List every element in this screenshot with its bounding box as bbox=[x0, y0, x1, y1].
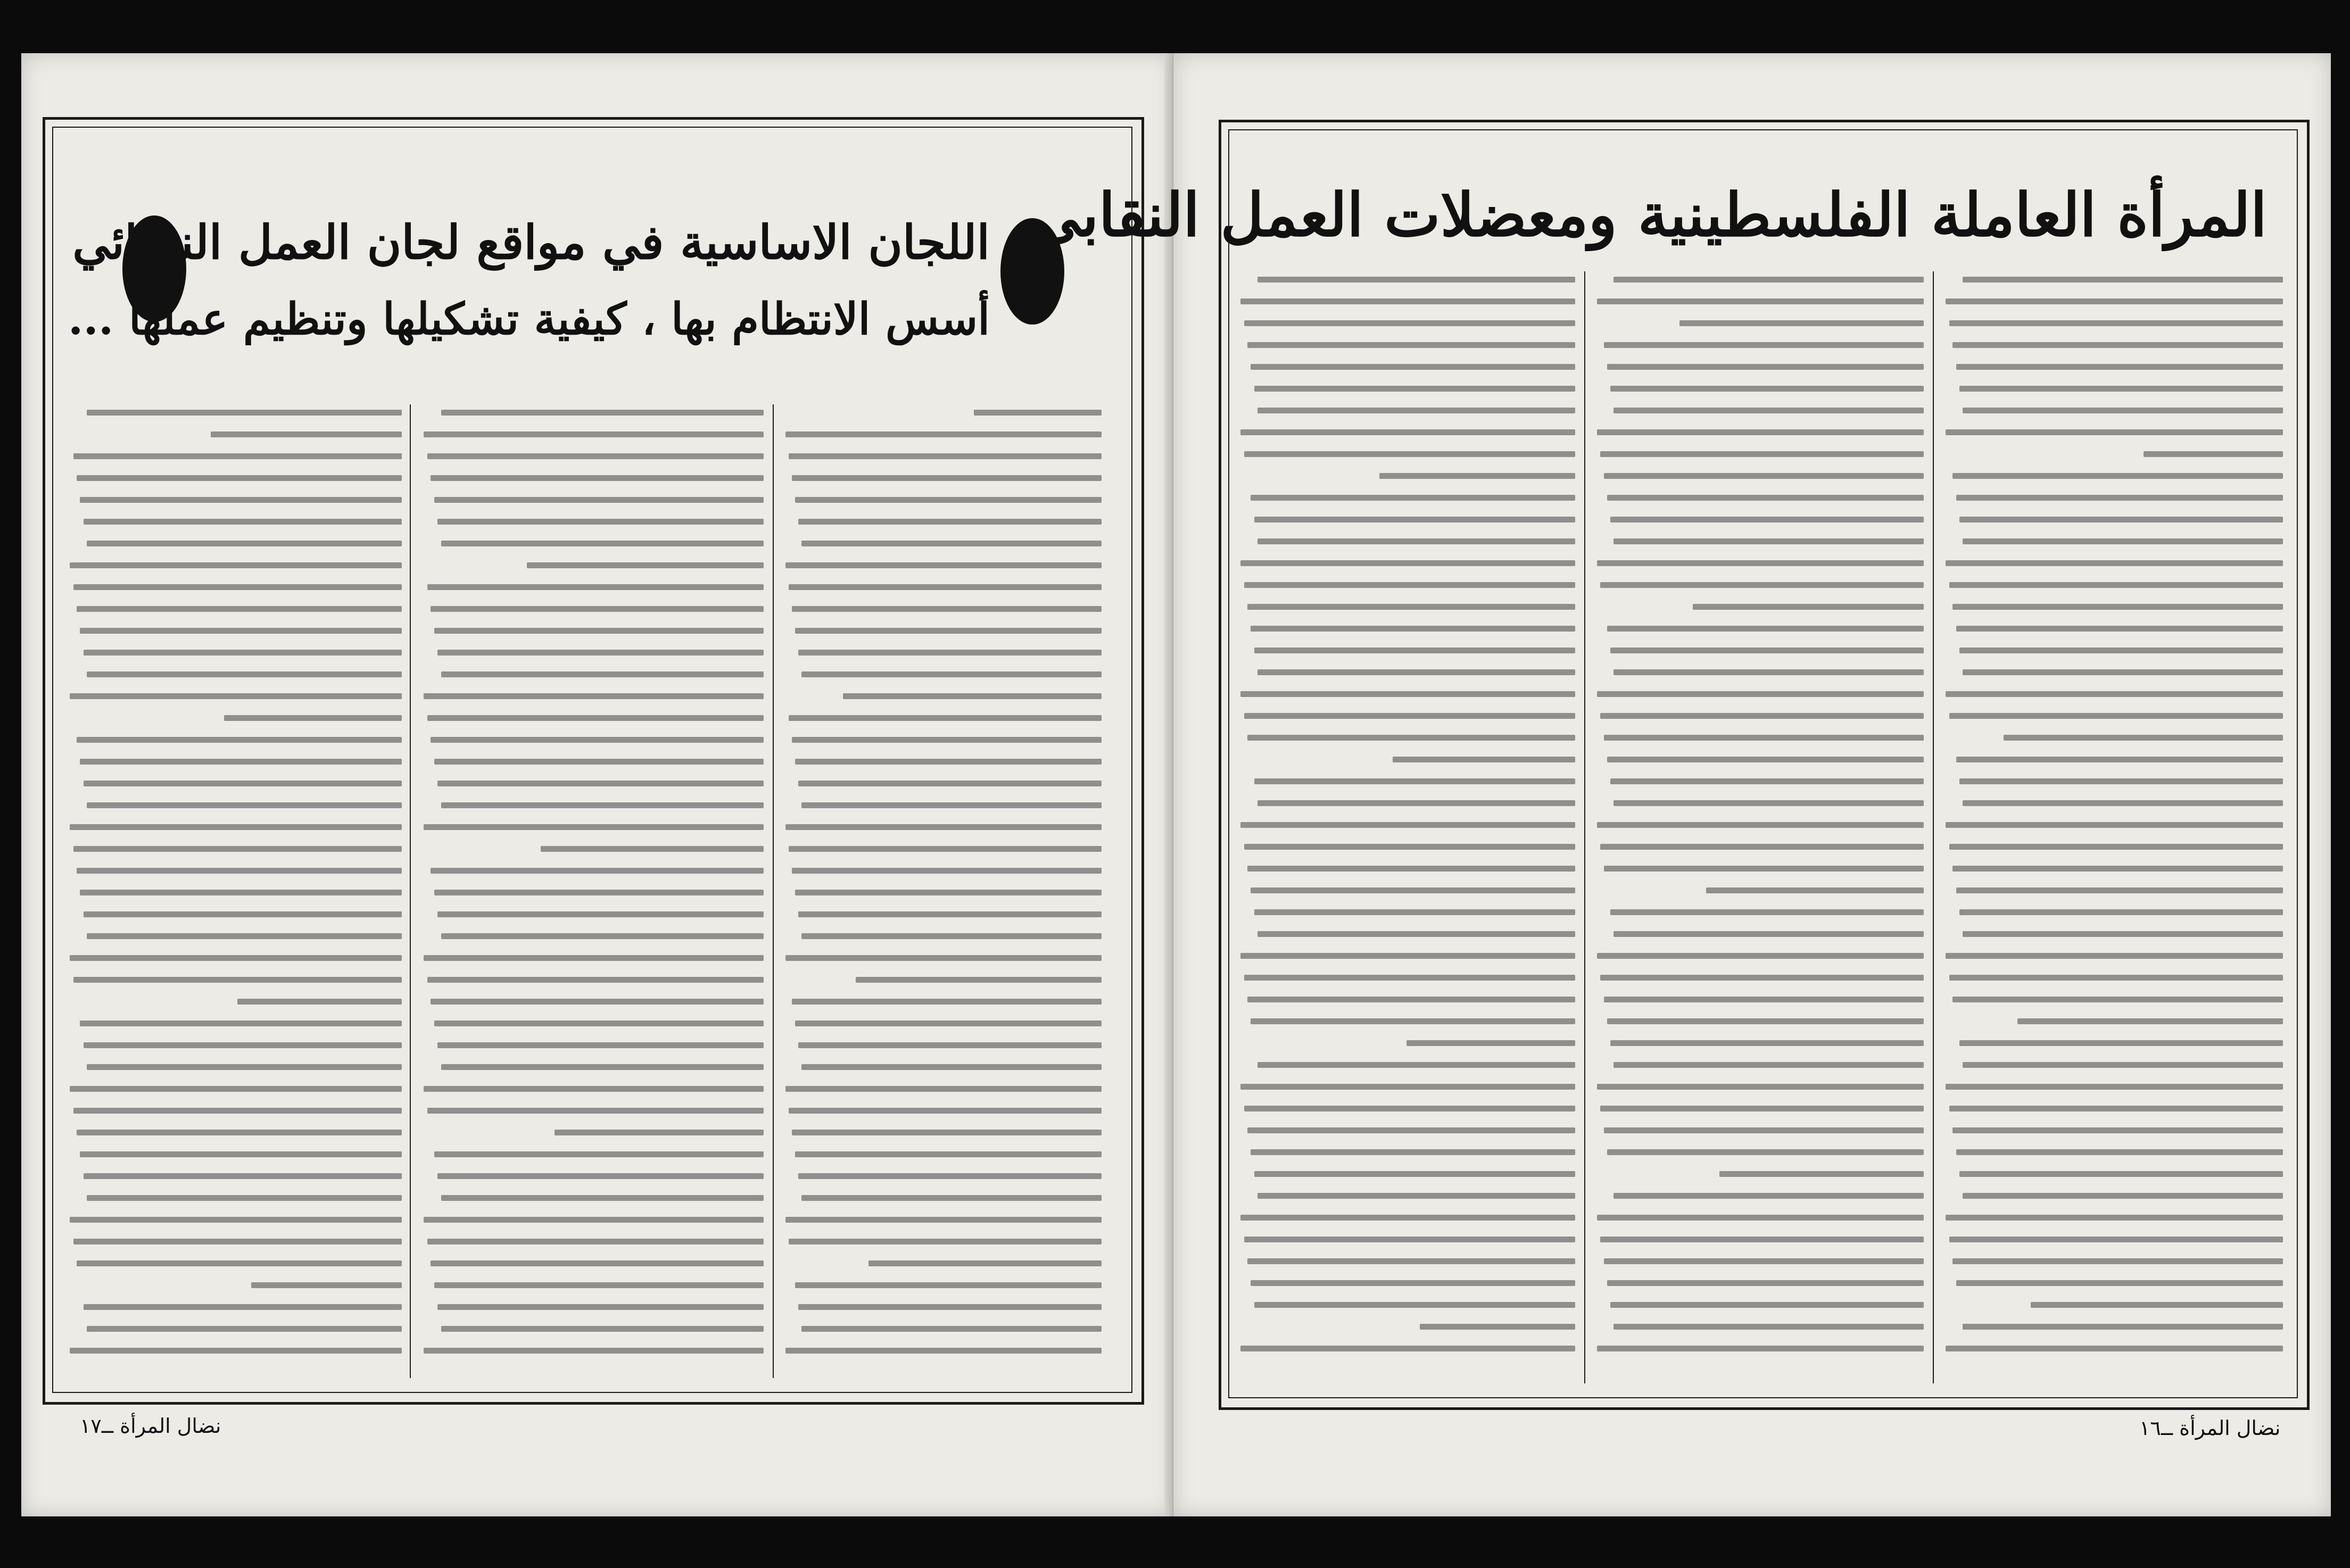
text-line bbox=[801, 671, 1102, 677]
text-line bbox=[427, 584, 764, 590]
text-line bbox=[2144, 451, 2283, 457]
text-line bbox=[1254, 386, 1575, 392]
text-line bbox=[1600, 582, 1924, 588]
text-line bbox=[785, 562, 1102, 568]
text-line bbox=[441, 1064, 764, 1070]
text-line bbox=[798, 650, 1102, 656]
text-line bbox=[1607, 364, 1924, 370]
text-line bbox=[1257, 538, 1575, 544]
text-line bbox=[437, 911, 764, 917]
text-line bbox=[792, 606, 1102, 612]
text-line bbox=[437, 1042, 764, 1048]
text-line bbox=[1610, 517, 1924, 522]
text-line bbox=[70, 562, 402, 568]
text-line bbox=[1244, 582, 1575, 588]
text-line bbox=[431, 737, 764, 743]
text-line bbox=[77, 737, 402, 743]
text-line bbox=[1610, 1040, 1924, 1046]
text-line bbox=[1244, 451, 1575, 457]
text-line bbox=[424, 955, 764, 961]
text-line bbox=[1963, 1062, 2283, 1068]
text-line bbox=[1597, 298, 1924, 304]
text-line bbox=[785, 432, 1102, 437]
text-line bbox=[798, 1042, 1102, 1048]
text-line bbox=[437, 1173, 764, 1179]
text-line bbox=[424, 693, 764, 699]
text-line bbox=[1946, 822, 2283, 828]
text-line bbox=[441, 541, 764, 546]
text-line bbox=[77, 868, 402, 874]
text-line bbox=[1706, 887, 1924, 893]
text-line bbox=[1247, 997, 1575, 1002]
text-line bbox=[798, 1304, 1102, 1310]
text-line bbox=[431, 606, 764, 612]
text-line bbox=[1949, 1237, 2283, 1242]
text-line bbox=[434, 1151, 764, 1157]
text-line bbox=[1952, 604, 2283, 610]
text-line bbox=[1949, 975, 2283, 981]
text-line bbox=[1604, 342, 1924, 348]
text-line bbox=[1613, 1324, 1924, 1330]
text-line bbox=[1244, 1237, 1575, 1242]
text-line bbox=[1952, 1127, 2283, 1133]
text-line bbox=[1604, 1258, 1924, 1264]
text-line bbox=[87, 1326, 402, 1332]
text-line bbox=[1254, 517, 1575, 522]
text-line bbox=[2031, 1302, 2283, 1308]
text-line bbox=[427, 453, 764, 459]
text-line bbox=[80, 1151, 402, 1157]
text-line bbox=[1959, 1171, 2283, 1177]
text-line bbox=[792, 1130, 1102, 1135]
text-line bbox=[1247, 604, 1575, 610]
text-line bbox=[1613, 1193, 1924, 1199]
text-line bbox=[87, 1064, 402, 1070]
text-line bbox=[441, 933, 764, 939]
text-line bbox=[1244, 844, 1575, 850]
text-line bbox=[441, 671, 764, 677]
right-column-left bbox=[1237, 277, 1575, 1389]
right-page-folio: نضال المرأة ــ١٦ bbox=[2139, 1416, 2281, 1440]
text-line bbox=[1959, 517, 2283, 522]
text-line bbox=[1956, 1280, 2283, 1286]
text-line bbox=[80, 497, 402, 503]
text-line bbox=[1251, 495, 1575, 501]
text-line bbox=[1604, 473, 1924, 479]
text-line bbox=[84, 1304, 402, 1310]
text-line bbox=[1240, 1215, 1575, 1221]
text-line bbox=[1963, 1193, 2283, 1199]
text-line bbox=[1610, 386, 1924, 392]
text-line bbox=[801, 933, 1102, 939]
text-line bbox=[437, 781, 764, 786]
text-line bbox=[73, 977, 402, 983]
text-line bbox=[80, 759, 402, 765]
text-line bbox=[434, 759, 764, 765]
text-line bbox=[1952, 997, 2283, 1002]
text-line bbox=[1949, 320, 2283, 326]
text-line bbox=[1956, 887, 2283, 893]
left-headline-line2: أسس الانتظام بها ، كيفية تشكيلها وتنظيم عملها ... bbox=[68, 294, 990, 345]
text-line bbox=[789, 584, 1102, 590]
text-line bbox=[2017, 1018, 2283, 1024]
text-line bbox=[555, 1130, 764, 1135]
text-line bbox=[84, 1042, 402, 1048]
text-line bbox=[1406, 1040, 1576, 1046]
text-line bbox=[1244, 713, 1575, 719]
text-line bbox=[1600, 451, 1924, 457]
left-column-left bbox=[67, 410, 402, 1383]
text-line bbox=[437, 650, 764, 656]
text-line bbox=[1607, 495, 1924, 501]
text-line bbox=[1240, 560, 1575, 566]
text-line bbox=[795, 890, 1102, 895]
text-line bbox=[1240, 1346, 1575, 1351]
text-line bbox=[798, 1173, 1102, 1179]
text-line bbox=[87, 933, 402, 939]
text-line bbox=[1254, 909, 1575, 915]
text-line bbox=[792, 737, 1102, 743]
text-line bbox=[1247, 735, 1575, 741]
text-line bbox=[434, 890, 764, 895]
text-line bbox=[868, 1260, 1102, 1266]
text-line bbox=[1963, 669, 2283, 675]
text-line bbox=[1604, 866, 1924, 872]
text-line bbox=[801, 1326, 1102, 1332]
text-line bbox=[1613, 1062, 1924, 1068]
right-column-rule-1 bbox=[1933, 271, 1934, 1383]
text-line bbox=[1600, 975, 1924, 981]
text-line bbox=[424, 1348, 764, 1354]
text-line bbox=[1963, 277, 2283, 283]
text-line bbox=[1257, 408, 1575, 413]
text-line bbox=[789, 715, 1102, 721]
text-line bbox=[237, 999, 402, 1005]
text-line bbox=[1946, 560, 2283, 566]
text-line bbox=[73, 1239, 402, 1245]
text-line bbox=[1393, 757, 1575, 762]
text-line bbox=[437, 519, 764, 525]
text-line bbox=[792, 475, 1102, 481]
text-line bbox=[1597, 1346, 1924, 1351]
text-line bbox=[431, 475, 764, 481]
text-line bbox=[798, 519, 1102, 525]
text-line bbox=[792, 868, 1102, 874]
text-line bbox=[1597, 1215, 1924, 1221]
text-line bbox=[785, 955, 1102, 961]
text-line bbox=[1251, 364, 1575, 370]
text-line bbox=[1251, 1280, 1575, 1286]
text-line bbox=[84, 519, 402, 525]
text-line bbox=[1952, 342, 2283, 348]
text-line bbox=[1247, 1127, 1575, 1133]
text-line bbox=[73, 846, 402, 852]
left-column-middle bbox=[420, 410, 764, 1383]
text-line bbox=[70, 824, 402, 830]
text-line bbox=[801, 1064, 1102, 1070]
text-line bbox=[1946, 691, 2283, 697]
text-line bbox=[1610, 909, 1924, 915]
text-line bbox=[1956, 757, 2283, 762]
text-line bbox=[87, 410, 402, 416]
text-line bbox=[84, 781, 402, 786]
text-line bbox=[427, 977, 764, 983]
text-line bbox=[1257, 669, 1575, 675]
text-line bbox=[1254, 648, 1575, 653]
left-column-rule-1 bbox=[773, 404, 774, 1378]
text-line bbox=[795, 759, 1102, 765]
text-line bbox=[1946, 1346, 2283, 1351]
text-line bbox=[1949, 844, 2283, 850]
text-line bbox=[1597, 560, 1924, 566]
text-line bbox=[1379, 473, 1575, 479]
text-line bbox=[1604, 1127, 1924, 1133]
text-line bbox=[974, 410, 1102, 416]
text-line bbox=[1959, 909, 2283, 915]
text-line bbox=[1600, 713, 1924, 719]
text-line bbox=[795, 1151, 1102, 1157]
text-line bbox=[1719, 1171, 1924, 1177]
text-line bbox=[77, 1260, 402, 1266]
text-line bbox=[1956, 626, 2283, 632]
text-line bbox=[789, 453, 1102, 459]
text-line bbox=[1244, 975, 1575, 981]
text-line bbox=[2004, 735, 2283, 741]
text-line bbox=[1607, 1280, 1924, 1286]
text-line bbox=[801, 541, 1102, 546]
text-line bbox=[1610, 648, 1924, 653]
text-line bbox=[70, 693, 402, 699]
text-line bbox=[1949, 1106, 2283, 1111]
text-line bbox=[1949, 582, 2283, 588]
text-line bbox=[785, 824, 1102, 830]
right-column-middle bbox=[1594, 277, 1924, 1389]
text-line bbox=[70, 955, 402, 961]
text-line bbox=[1607, 1149, 1924, 1155]
text-line bbox=[1247, 342, 1575, 348]
text-line bbox=[1607, 1018, 1924, 1024]
text-line bbox=[1597, 691, 1924, 697]
text-line bbox=[1613, 931, 1924, 937]
text-line bbox=[789, 1239, 1102, 1245]
text-line bbox=[541, 846, 764, 852]
text-line bbox=[211, 432, 402, 437]
text-line bbox=[1607, 626, 1924, 632]
text-line bbox=[84, 650, 402, 656]
text-line bbox=[87, 671, 402, 677]
text-line bbox=[427, 1108, 764, 1114]
text-line bbox=[73, 453, 402, 459]
text-line bbox=[1600, 1237, 1924, 1242]
text-line bbox=[1244, 1106, 1575, 1111]
text-line bbox=[424, 1086, 764, 1092]
text-line bbox=[789, 846, 1102, 852]
text-line bbox=[1257, 277, 1575, 283]
text-line bbox=[1604, 997, 1924, 1002]
text-line bbox=[1946, 429, 2283, 435]
text-line bbox=[1251, 1018, 1575, 1024]
text-line bbox=[427, 1239, 764, 1245]
text-line bbox=[434, 497, 764, 503]
text-line bbox=[73, 1108, 402, 1114]
text-line bbox=[1959, 648, 2283, 653]
text-line bbox=[801, 1195, 1102, 1201]
text-line bbox=[1254, 1302, 1575, 1308]
text-line bbox=[434, 1282, 764, 1288]
text-line bbox=[1679, 320, 1924, 326]
text-line bbox=[80, 890, 402, 895]
text-line bbox=[785, 1348, 1102, 1354]
text-line bbox=[1952, 1258, 2283, 1264]
text-line bbox=[1613, 538, 1924, 544]
text-line bbox=[1956, 495, 2283, 501]
text-line bbox=[1693, 604, 1924, 610]
text-line bbox=[785, 1217, 1102, 1223]
right-column-rule-2 bbox=[1584, 271, 1585, 1383]
text-line bbox=[1247, 866, 1575, 872]
text-line bbox=[1597, 1084, 1924, 1090]
text-line bbox=[856, 977, 1102, 983]
text-line bbox=[1254, 778, 1575, 784]
text-line bbox=[1420, 1324, 1575, 1330]
text-line bbox=[1240, 691, 1575, 697]
text-line bbox=[1600, 1106, 1924, 1111]
text-line bbox=[80, 1021, 402, 1026]
text-line bbox=[795, 1021, 1102, 1026]
text-line bbox=[1613, 800, 1924, 806]
text-line bbox=[224, 715, 402, 721]
text-line bbox=[424, 1217, 764, 1223]
text-line bbox=[1949, 713, 2283, 719]
text-line bbox=[1257, 931, 1575, 937]
text-line bbox=[1251, 1149, 1575, 1155]
text-line bbox=[431, 999, 764, 1005]
text-line bbox=[431, 1260, 764, 1266]
text-line bbox=[73, 584, 402, 590]
text-line bbox=[1963, 800, 2283, 806]
text-line bbox=[424, 824, 764, 830]
text-line bbox=[1952, 866, 2283, 872]
text-line bbox=[1240, 298, 1575, 304]
text-line bbox=[1251, 626, 1575, 632]
text-line bbox=[77, 475, 402, 481]
text-line bbox=[795, 497, 1102, 503]
text-line bbox=[1247, 1258, 1575, 1264]
text-line bbox=[1963, 931, 2283, 937]
text-line bbox=[1959, 386, 2283, 392]
text-line bbox=[1956, 364, 2283, 370]
text-line bbox=[1597, 953, 1924, 959]
text-line bbox=[441, 1326, 764, 1332]
text-line bbox=[1959, 1040, 2283, 1046]
text-line bbox=[1240, 953, 1575, 959]
right-column-right bbox=[1942, 277, 2283, 1389]
text-line bbox=[792, 999, 1102, 1005]
text-line bbox=[1607, 757, 1924, 762]
text-line bbox=[434, 628, 764, 634]
text-line bbox=[87, 802, 402, 808]
text-line bbox=[1240, 429, 1575, 435]
text-line bbox=[1963, 538, 2283, 544]
text-line bbox=[1251, 887, 1575, 893]
text-line bbox=[251, 1282, 402, 1288]
text-line bbox=[1597, 822, 1924, 828]
text-line bbox=[843, 693, 1102, 699]
text-line bbox=[1257, 1062, 1575, 1068]
left-column-right bbox=[782, 410, 1102, 1383]
left-column-rule-2 bbox=[410, 404, 411, 1378]
text-line bbox=[441, 802, 764, 808]
text-line bbox=[795, 1282, 1102, 1288]
text-line bbox=[431, 868, 764, 874]
text-line bbox=[77, 606, 402, 612]
left-page-folio: نضال المرأة ــ١٧ bbox=[80, 1414, 221, 1438]
text-line bbox=[70, 1348, 402, 1354]
text-line bbox=[1613, 408, 1924, 413]
text-line bbox=[789, 1108, 1102, 1114]
text-line bbox=[1600, 844, 1924, 850]
text-line bbox=[1610, 778, 1924, 784]
text-line bbox=[527, 562, 764, 568]
text-line bbox=[798, 781, 1102, 786]
text-line bbox=[801, 802, 1102, 808]
text-line bbox=[1240, 822, 1575, 828]
text-line bbox=[80, 628, 402, 634]
text-line bbox=[1610, 1302, 1924, 1308]
text-line bbox=[1604, 735, 1924, 741]
right-headline: المرأة العاملة الفلسطينية ومعضلات العمل النقابي bbox=[1032, 180, 2267, 250]
text-line bbox=[427, 715, 764, 721]
text-line bbox=[441, 410, 764, 416]
text-line bbox=[1963, 408, 2283, 413]
text-line bbox=[1613, 277, 1924, 283]
text-line bbox=[1946, 1084, 2283, 1090]
text-line bbox=[1613, 669, 1924, 675]
text-line bbox=[437, 1304, 764, 1310]
text-line bbox=[1946, 953, 2283, 959]
text-line bbox=[84, 1173, 402, 1179]
text-line bbox=[1946, 298, 2283, 304]
text-line bbox=[1959, 778, 2283, 784]
text-line bbox=[1240, 1084, 1575, 1090]
text-line bbox=[84, 911, 402, 917]
text-line bbox=[1257, 1193, 1575, 1199]
text-line bbox=[795, 628, 1102, 634]
text-line bbox=[70, 1217, 402, 1223]
text-line bbox=[424, 432, 764, 437]
text-line bbox=[1244, 320, 1575, 326]
text-line bbox=[77, 1130, 402, 1135]
left-headline-line1: اللجان الاساسية في مواقع لجان العمل النسائي bbox=[72, 214, 990, 270]
text-line bbox=[87, 541, 402, 546]
text-line bbox=[70, 1086, 402, 1092]
text-line bbox=[1946, 1215, 2283, 1221]
text-line bbox=[785, 1086, 1102, 1092]
text-line bbox=[1952, 473, 2283, 479]
text-line bbox=[87, 1195, 402, 1201]
text-line bbox=[1254, 1171, 1575, 1177]
text-line bbox=[1257, 800, 1575, 806]
text-line bbox=[798, 911, 1102, 917]
text-line bbox=[1597, 429, 1924, 435]
text-line bbox=[441, 1195, 764, 1201]
text-line bbox=[1963, 1324, 2283, 1330]
text-line bbox=[1956, 1149, 2283, 1155]
text-line bbox=[434, 1021, 764, 1026]
